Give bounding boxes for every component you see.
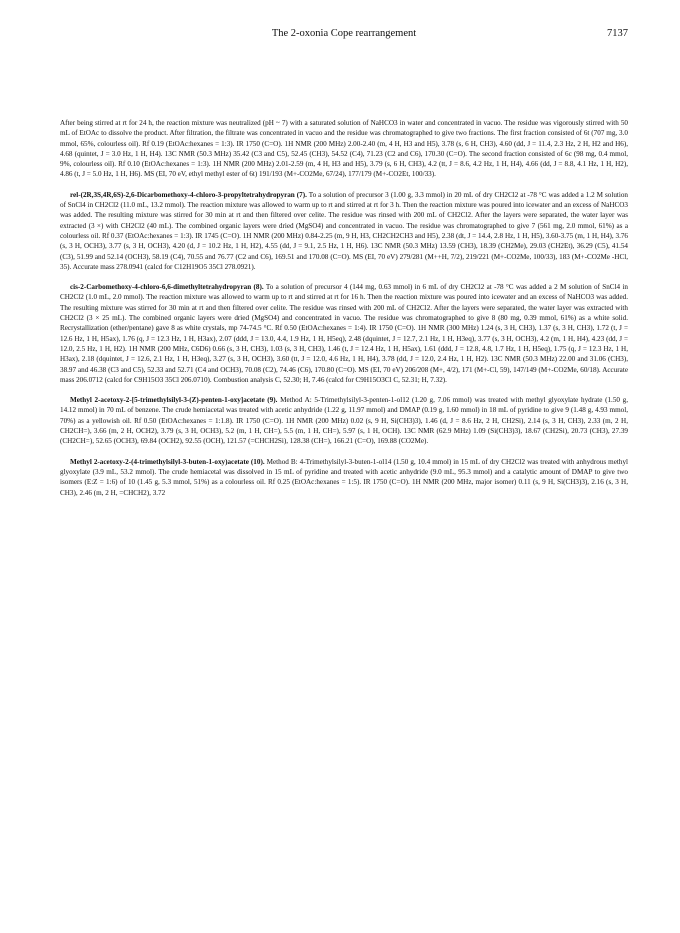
paragraph-text: Method A: 5-Trimethylsilyl-3-penten-1-ol12 (1.20 g, 7.06 mmol) was treated with methyl glyoxylate hydrate (1.50 g, 14.12 mmol) in 70 mL of benzene. The crude hemiacetal was treated with acetic anhydride (1.22 g, 11.97 mmol) and DMAP (0.19 g, 1.60 mmol) in 18 mL of pyridine to give 9 (1.48 g, 4.93 mmol, 70%) as a yellowish oil. Rf 0.50 (EtOAc:hexanes = 1:1.8). IR 1750 (C=O). 1H NMR (200 MHz) 0.02 (s, 9 H, Si(CH3)3), 1.46 (d, J = 8.6 Hz, 2 H, CH2Si), 2.14 (s, 3 H, CH3), 2.33 (m, 2 H, CH2CH=), 3.66 (m, 2 H, OCH2), 3.79 (s, 3 H, OCH3), 5.2 (m, 1 H, CH=), 5.5 (m, 1 H, CH=), 5.97 (s, 1 H, OCH). 13C NMR (62.9 MHz) 1.09 (Si(CH3)3), 18.67 (CH2Si), 20.73 (CH3), 27.39 (CH2CH=), 52.65 (OCH3), 69.84 (OCH2), 92.55 (OCH), 121.57 (=CHCH2Si), 128.38 (CH=), 166.21 (C=O), 169.88 (CO2Me).	[60, 396, 629, 446]
compound-heading-9: Methyl 2-acetoxy-2-[5-trimethylsilyl-3-(Z)-penten-1-oxy]acetate (9).	[70, 396, 278, 405]
paragraph-text: After being stirred at rt for 24 h, the reaction mixture was neutralized (pH ~ 7) with a saturated solution of NaHCO3 in water and concentrated in vacuo. The residue was vigorously stirred with 50 mL of EtOAc to dissolve the product. After filtration, the filtrate was concentrated in vacuo and the residue was chromatographed to give two fractions. The first fraction consisted of 6t (707 mg, 3.0 mmol, 65%, colourless oil). Rf 0.19 (EtOAc:hexanes = 1:3). IR 1750 (C=O). 1H NMR (200 MHz) 2.00-2.40 (m, 4 H, H3 and H5), 3.78 (s, 6 H, CH3), 4.60 (dd, J = 11.4, 2.3 Hz, 2 H, H2 and H6), 4.68 (quintet, J = 3.0 Hz, 1 H, H4). 13C NMR (50.3 MHz) 35.42 (C3 and C5), 52.45 (CH3), 54.52 (C4), 71.23 (C2 and C6), 170.30 (C=O). The second fraction consisted of 6c (98 mg, 0.4 mmol, 9%, colourless oil). Rf 0.10 (EtOAc:hexanes = 1:3). 1H NMR (200 MHz) 2.01-2.59 (m, 4 H, H3 and H5), 3.79 (s, 6 H, CH3), 4.2 (tt, J = 8.6, 4.2 Hz, 1 H, H4), 4.66 (dd, J = 8.8, 4.1 Hz, 1 H, H2), 4.86 (t, J = 5.0 Hz, 1 H, H6). MS (EI, 70 eV, ethyl methyl ester of 6t) 191/193 (M+-CO2Me, 67/24), 177/179 (M+-CO2Et, 100/33).	[60, 119, 628, 179]
paragraph-2	[60, 190, 628, 272]
running-title: The 2-oxonia Cope rearrangement	[271, 28, 417, 39]
paragraph-3	[60, 282, 628, 385]
compound-heading-7: rel-(2R,3S,4R,6S)-2,6-Dicarbomethoxy-4-chloro-3-propyltetrahydropyran (7).	[70, 190, 307, 199]
body-text	[60, 118, 628, 498]
paragraph-text: Method B: 4-Trimethylsilyl-3-buten-1-ol14 (1.50 g, 10.4 mmol) in 15 mL of dry CH2Cl2 was treated with anhydrous methyl glyoxylate (3.9 mL, 53.2 mmol). The crude hemiacetal was dissolved in 15 mL of pyridine and treated with acetic anhydride (9.0 mL, 95.3 mmol) and a catalytic amount of DMAP to give two isomers (E:Z = 1:6) of 10 (1.45 g, 5.3 mmol, 51%) as a colourless oil. Rf 0.25 (EtOAc:hexanes = 1:5). IR 1750 (C=O). 1H NMR (200 MHz, major isomer) 0.11 (s, 9 H, Si(CH3)3), 2.16 (s, 3 H, CH3), 2.46 (m, 2 H, =CHCH2), 3.72	[60, 457, 628, 497]
paragraph-1	[60, 118, 628, 180]
journal-page	[60, 28, 628, 508]
page-number: 7137	[607, 28, 628, 39]
compound-heading-8: cis-2-Carbomethoxy-4-chloro-6,6-dimethyltetrahydropyran (8).	[70, 283, 264, 292]
paragraph-5	[60, 457, 628, 498]
compound-heading-10: Methyl 2-acetoxy-2-(4-trimethylsilyl-3-buten-1-oxy)acetate (10).	[70, 457, 265, 466]
running-header	[60, 28, 628, 46]
paragraph-text: To a solution of precursor 3 (1.00 g, 3.3 mmol) in 20 mL of dry CH2Cl2 at -78 °C was added a 1.2 M solution of SnCl4 in CH2Cl2 (11.0 mL, 13.2 mmol). The reaction mixture was allowed to warm up to rt and stirred at rt for 3 h. Then the reaction mixture was poured into icewater and an excess of NaHCO3 was added. The resulting mixture was stirred for 30 min at rt and then filtered over celite. The residue was rinsed with 200 mL of CH2Cl2. After the layers were separated, the water layer was extracted (3 ×) with CH2Cl2 (40 mL). The combined organic layers were dried (MgSO4) and concentrated in vacuo. The residue was chromatographed to give 7 (561 mg, 2.0 mmol, 61%) as a colourless oil. Rf 0.37 (EtOAc:hexanes = 1:3). IR 1745 (C=O). 1H NMR (200 MHz) 0.84-2.25 (m, 9 H, H3, CH2CH2CH3 and H5), 2.38 (dt, J = 14.4, 2.8 Hz, 1 H, H5), 3.60-3.75 (m, 1 H, H4), 3.76 (s, 3 H, OCH3), 3.77 (s, 3 H, OCH3), 4.20 (d, J = 10.2 Hz, 1 H, H2), 4.55 (dd, J = 9.1, 2.5 Hz, 1 H, H6). 13C NMR (50.3 MHz) 13.59 (CH3), 18.39 (CH2Me), 29.03 (CH2Et), 36.29 (C5), 41.54 (C3), 51.99 and 52.14 (OCH3), 58.19 (C4), 70.55 and 76.77 (C2 and C6), 169.51 and 170.08 (C=O). MS (EI, 70 eV) 279/281 (M++H, 7/2), 219/221 (M+-CO2Me, 100/33), 183 (M+-CO2Me -HCl, 35). Accurate mass 278.0941 (calcd for C12H19O5 35Cl 278.0921).	[60, 190, 629, 271]
paragraph-4	[60, 395, 628, 446]
paragraph-text: To a solution of precursor 4 (144 mg, 0.63 mmol) in 6 mL of dry CH2Cl2 at -78 °C was added a 2 M solution of SnCl4 in CH2Cl2 (1.0 mL, 2.0 mmol). The reaction mixture was allowed to warm up to rt and stirred at rt for 16 h. Then the reaction mixture was poured into icewater and an excess of NaHCO3 was added. The resulting mixture was stirred for 30 min at rt and then filtered over celite. The residue was rinsed with 200 mL of CH2Cl2. After the layers were separated, the water layer was extracted with CH2Cl2 (3 × 25 mL). The combined organic layers were dried (MgSO4) and concentrated in vacuo. The residue was chromatographed to give 8 (80 mg, 0.39 mmol, 61%) as a white solid. Recrystallization (ether/pentane) gave 8 as white crystals, mp 74-74.5 °C. Rf 0.50 (EtOAc:hexanes = 1:4). IR 1750 (C=O). 1H NMR (300 MHz) 1.24 (s, 3 H, CH3), 1.37 (s, 3 H, CH3), 1.72 (t, J = 12.6 Hz, 1 H, H5ax), 1.76 (q, J = 12.3 Hz, 1 H, H3ax), 2.07 (ddd, J = 13.0, 4.4, 1.9 Hz, 1 H, H5eq), 2.48 (dquintet, J = 12.7, 2.1 Hz, 1 H, H3eq), 3.77 (s, 3 H, OCH3), 4.2 (m, 1 H, H4), 4.23 (dd, J = 12.0, 2.5 Hz, 1 H, H2). 1H NMR (200 MHz, C6D6) 0.66 (s, 3 H, CH3), 1.03 (s, 3 H, CH3), 1.46 (t, J = 12.4 Hz, 1 H, H5ax), 1.61 (ddd, J = 12.8, 4.8, 1.7 Hz, 1 H, H5eq), 1.75 (q, J = 12.3 Hz, 1 H, H3ax), 2.18 (dquintet, J = 12.6, 2.1 Hz, 1 H, H3eq), 3.27 (s, 3 H, OCH3), 3.60 (tt, J = 12.0, 4.6 Hz, 1 H, H4), 3.78 (dd, J = 12.0, 2.4 Hz, 1 H, H2). 13C NMR (50.3 MHz) 22.00 and 31.06 (CH3), 38.97 and 46.38 (C3 and C5), 52.33 and 52.71 (C4 and OCH3), 70.08 (C2), 74.46 (C6), 170.80 (C=O). MS (EI, 70 eV) 206/208 (M+, 4/2), 171 (M+-Cl, 59), 147/149 (M+-CO2Me, 60/18). Accurate mass 206.0712 (calcd for C9H15O3 35Cl 206.0710). Combustion analysis C, 52.30; H, 7.46 (calcd for C9H15O3Cl C, 52.31; H, 7.32).	[60, 283, 629, 384]
